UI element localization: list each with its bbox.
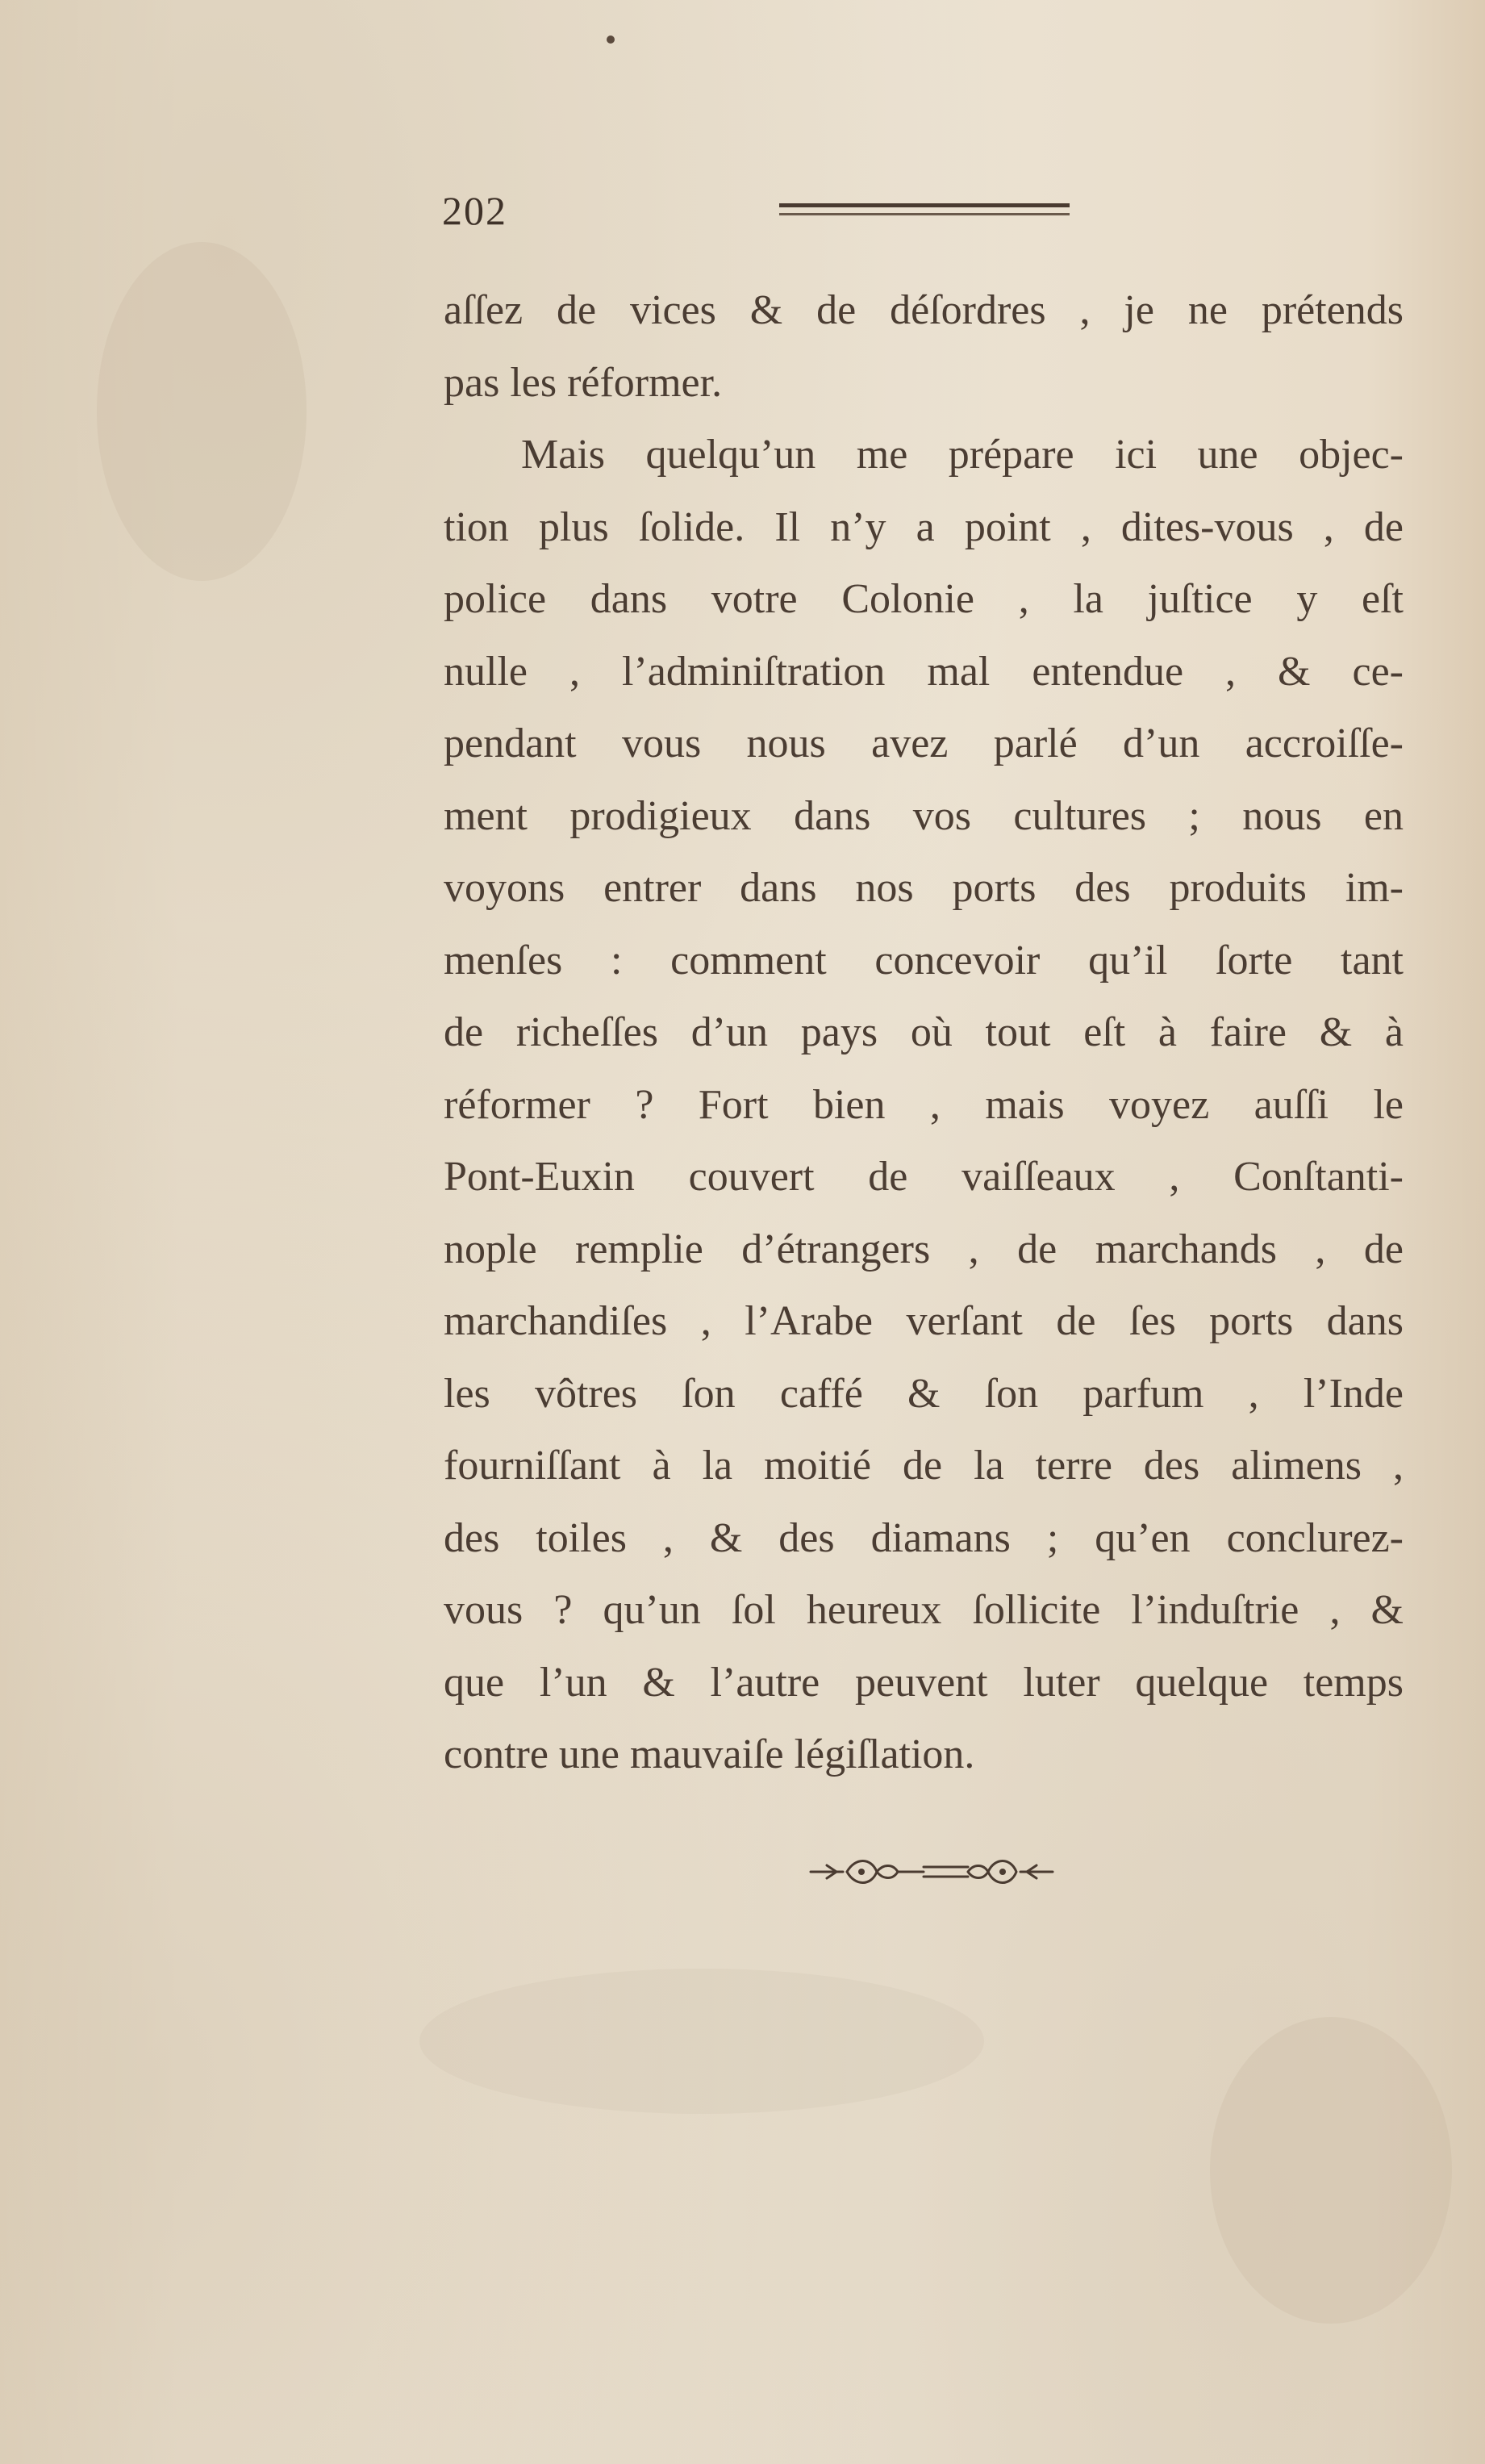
paper-stain <box>419 1969 984 2114</box>
paper-stain <box>1210 2017 1452 2324</box>
page-number: 202 <box>442 188 507 233</box>
text-line: voyons entrer dans nos ports des produits im- <box>444 865 1404 911</box>
text-line: pendant vous nous avez parlé d’un accroiſſe- <box>444 720 1404 766</box>
text-line: fourniſſant à la moitié de la terre des alimens , <box>444 1443 1404 1489</box>
text-line: nople remplie d’étrangers , de marchands , de <box>444 1226 1404 1272</box>
rule-line-thick <box>779 203 1070 207</box>
text-line: que l’un & l’autre peuvent luter quelque temps <box>444 1659 1404 1706</box>
text-line: de richeſſes d’un pays où tout eſt à faire & à <box>444 1009 1404 1055</box>
text-line: tion plus ſolide. Il n’y a point , dites-vous , de <box>444 503 1404 550</box>
paper-stain <box>97 242 307 581</box>
rule-line-thin <box>779 213 1070 215</box>
text-line: réformer ? Fort bien , mais voyez auſſi le <box>444 1081 1404 1128</box>
text-line: police dans votre Colonie , la juſtice y eſt <box>444 576 1404 622</box>
text-line: ment prodigieux dans vos cultures ; nous en <box>444 792 1404 839</box>
body-text <box>444 274 1404 1791</box>
ink-speck <box>607 35 615 44</box>
page-header <box>442 187 1071 252</box>
end-ornament-icon <box>803 1848 1061 1896</box>
text-line: Pont-Euxin couvert de vaiſſeaux , Conſtanti- <box>444 1154 1404 1200</box>
text-line: aſſez de vices & de déſordres , je ne prétends <box>444 287 1404 333</box>
text-line: pas les réformer. <box>444 359 723 406</box>
text-line: les vôtres ſon caffé & ſon parfum , l’Inde <box>444 1370 1404 1417</box>
text-line: des toiles , & des diamans ; qu’en conclurez- <box>444 1514 1404 1561</box>
header-rule <box>779 203 1485 221</box>
text-line: vous ? qu’un ſol heureux ſollicite l’induſtrie , & <box>444 1587 1404 1633</box>
text-line: Mais quelqu’un me prépare ici une objec- <box>521 432 1404 478</box>
text-line: contre une mauvaiſe légiſlation. <box>444 1731 975 1777</box>
text-line: nulle , l’adminiſtration mal entendue , & ce- <box>444 648 1404 695</box>
text-line: marchandiſes , l’Arabe verſant de ſes ports dans <box>444 1298 1404 1344</box>
text-line: menſes : comment concevoir qu’il ſorte tant <box>444 937 1404 984</box>
